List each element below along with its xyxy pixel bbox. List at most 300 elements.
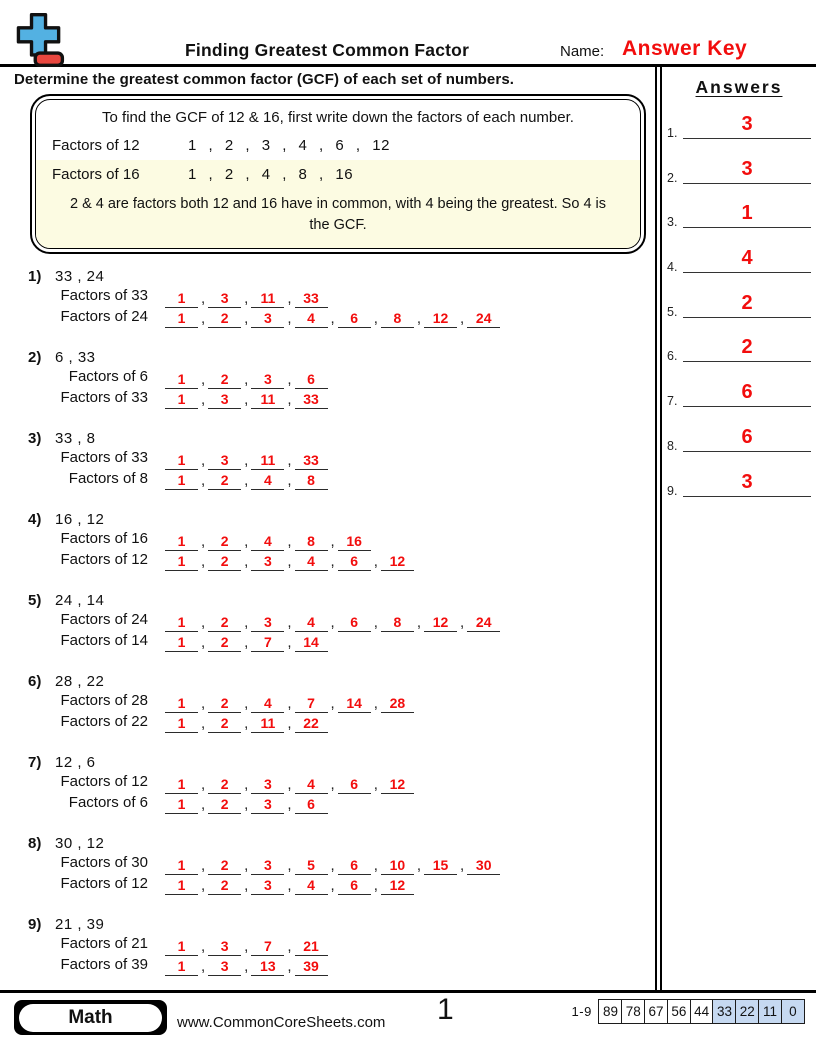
comma: , (244, 391, 249, 408)
factor-value: 12 (432, 310, 449, 326)
factor-blank (295, 310, 328, 328)
factor-blanks (165, 935, 328, 956)
factor-value: 14 (303, 634, 319, 650)
factor-value: 22 (303, 715, 319, 731)
factor-value: 21 (303, 937, 319, 954)
factor-value: 12 (389, 553, 406, 569)
comma: , (460, 856, 465, 874)
factor-line-label: Factors of 39 (60, 955, 148, 973)
comma: , (201, 391, 206, 408)
factor-blank (251, 715, 284, 733)
factor-blank (295, 553, 328, 571)
comma: , (287, 370, 292, 388)
factor-line (28, 368, 655, 389)
comma: , (201, 310, 206, 327)
answer-line (683, 361, 811, 362)
comma: , (330, 310, 335, 327)
comma: , (373, 694, 378, 712)
factor-blank (208, 533, 241, 551)
factor-blank (251, 634, 284, 652)
problem-number: 5) (28, 592, 42, 609)
comma: , (287, 553, 292, 570)
factor-blanks (165, 632, 328, 653)
comma: , (287, 310, 292, 327)
factor-value: 24 (475, 310, 492, 326)
factor-value: 1 (177, 289, 186, 306)
score-range-label: 1-9 (571, 1004, 592, 1019)
factor-value: 1 (177, 877, 186, 893)
factor-blank (165, 310, 198, 328)
content-column (0, 67, 655, 990)
factor-blank (467, 614, 500, 632)
factor-value: 1 (177, 958, 186, 974)
answer-value: 2 (741, 291, 753, 314)
factor-blank (208, 371, 241, 389)
factor-blank (424, 614, 457, 632)
factor-blank (295, 614, 328, 632)
comma: , (330, 877, 335, 894)
answer-row (662, 366, 816, 411)
comma: , (416, 856, 422, 874)
factor-value: 28 (389, 694, 406, 711)
answer-line (683, 496, 811, 497)
score-cell: 89 (598, 999, 622, 1024)
footer (0, 990, 816, 1056)
factor-value: 4 (307, 775, 315, 792)
answers-panel (662, 67, 816, 990)
factor-line (28, 956, 655, 977)
comma: , (460, 310, 465, 327)
comma: , (287, 958, 292, 975)
factor-blank (381, 857, 414, 875)
example-row-label: Factors of 12 (52, 137, 140, 154)
answer-number: 3. (667, 215, 678, 230)
problem (0, 671, 655, 733)
factor-line (28, 794, 655, 815)
factor-blank (208, 958, 241, 976)
factor-value: 6 (350, 613, 359, 630)
factor-blank (251, 533, 284, 551)
factor-blanks (165, 773, 414, 794)
factor-blank (295, 452, 328, 470)
comma: , (201, 451, 206, 469)
comma: , (244, 532, 249, 550)
factor-blank (208, 452, 241, 470)
factor-value: 3 (263, 877, 272, 893)
factor-line-label: Factors of 14 (60, 631, 148, 649)
factor-value: 3 (263, 796, 272, 812)
problem-number: 4) (28, 511, 42, 528)
factor-value: 39 (303, 958, 319, 974)
factor-blank (165, 958, 198, 976)
factor-value: 1 (177, 391, 186, 407)
factor-blank (381, 614, 414, 632)
comma: , (373, 553, 378, 570)
factor-value: 1 (177, 715, 186, 731)
comma: , (330, 553, 335, 570)
comma: , (201, 937, 206, 955)
problem (0, 509, 655, 571)
factor-blank (208, 634, 241, 652)
factor-blank (381, 553, 414, 571)
comma: , (244, 553, 249, 570)
answer-number: 2. (667, 170, 678, 185)
factor-blanks (165, 530, 371, 551)
comma: , (287, 937, 292, 955)
answer-number: 7. (667, 394, 678, 409)
factor-value: 1 (177, 451, 186, 468)
factor-blank (165, 857, 198, 875)
factor-value: 7 (263, 937, 272, 954)
score-cell: 0 (781, 999, 805, 1024)
answer-row (662, 232, 816, 277)
comma: , (287, 472, 292, 489)
comma: , (201, 877, 206, 894)
factor-value: 2 (220, 715, 229, 731)
factor-blank (251, 958, 284, 976)
factor-value: 6 (350, 310, 359, 326)
answer-line (683, 183, 811, 184)
example-explanation: 2 & 4 are factors both 12 and 16 have in common, with 4 being the greatest. So 4 is the GCF. (36, 189, 640, 248)
answer-line (683, 272, 811, 273)
factor-blank (251, 857, 284, 875)
comma: , (201, 472, 206, 489)
factor-line (28, 470, 655, 491)
factor-line-label: Factors of 22 (60, 712, 148, 730)
factor-value: 33 (303, 391, 319, 407)
factor-blanks (165, 368, 328, 389)
comma: , (244, 310, 249, 327)
factor-blank (208, 553, 241, 571)
factor-blank (295, 290, 328, 308)
factor-blanks (165, 551, 414, 572)
factor-line (28, 308, 655, 329)
factor-value: 6 (350, 877, 359, 893)
factor-line-label: Factors of 8 (68, 469, 148, 487)
score-grid (572, 999, 805, 1024)
factor-line-label: Factors of 33 (60, 287, 148, 304)
factor-blank (208, 310, 241, 328)
comma: , (201, 370, 206, 388)
answer-value: 6 (741, 425, 753, 448)
factor-blank (208, 290, 241, 308)
factor-value: 3 (220, 451, 229, 468)
score-cell: 44 (690, 999, 714, 1024)
comma: , (201, 796, 206, 813)
factor-blank (165, 776, 198, 794)
factor-blank (165, 290, 198, 308)
comma: , (287, 613, 292, 631)
factor-value: 6 (350, 856, 359, 873)
math-badge (14, 1000, 167, 1035)
factor-blank (295, 695, 328, 713)
vertical-divider (655, 67, 662, 990)
example-intro: To find the GCF of 12 & 16, first write down the factors of each number. (102, 109, 574, 126)
answer-number: 8. (667, 438, 678, 453)
factor-value: 2 (220, 877, 229, 893)
factor-value: 1 (177, 937, 186, 954)
factor-blanks (165, 713, 328, 734)
factor-value: 2 (220, 775, 229, 792)
factor-blank (295, 958, 328, 976)
factor-blank (208, 796, 241, 814)
factor-value: 4 (307, 310, 315, 326)
factor-line (28, 692, 655, 713)
problem-pair: 30 , 12 (55, 835, 105, 852)
factor-value: 2 (220, 613, 229, 630)
factor-blank (467, 857, 500, 875)
factor-line (28, 449, 655, 470)
factor-blank (338, 553, 371, 571)
factor-blank (165, 452, 198, 470)
comma: , (373, 775, 378, 793)
factor-value: 2 (220, 310, 229, 326)
comma: , (201, 775, 206, 793)
factor-blank (251, 695, 284, 713)
factor-blanks (165, 854, 500, 875)
comma: , (287, 532, 292, 550)
factor-blank (165, 715, 198, 733)
problem-number: 9) (28, 916, 42, 933)
example-row (36, 131, 640, 160)
factor-blank (381, 776, 414, 794)
comma: , (287, 796, 292, 813)
comma: , (244, 856, 249, 874)
factor-blanks (165, 794, 328, 815)
factor-blank (251, 796, 284, 814)
factor-value: 4 (263, 532, 272, 549)
page-title: Finding Greatest Common Factor (185, 40, 470, 60)
factor-blank (381, 877, 414, 895)
factor-blank (165, 614, 198, 632)
factor-blank (165, 371, 198, 389)
factor-value: 8 (307, 472, 315, 488)
factor-value: 6 (307, 370, 315, 387)
comma: , (244, 289, 249, 307)
factor-value: 6 (350, 553, 359, 569)
factor-blank (165, 533, 198, 551)
factor-value: 12 (389, 775, 406, 792)
factor-blanks (165, 287, 328, 308)
factor-line-label: Factors of 24 (60, 611, 148, 628)
factor-blank (295, 715, 328, 733)
answer-value: 3 (741, 113, 753, 135)
factor-value: 1 (177, 532, 186, 549)
factor-value: 3 (220, 937, 229, 954)
problem-head (28, 347, 655, 368)
factor-blanks (165, 692, 414, 713)
comma: , (287, 694, 292, 712)
comma: , (287, 391, 292, 408)
factor-blanks (165, 308, 500, 329)
problem-pair: 33 , 8 (55, 430, 96, 447)
factor-value: 2 (220, 532, 229, 549)
comma: , (416, 613, 422, 631)
comma: , (244, 796, 249, 813)
factor-blank (338, 614, 371, 632)
factor-value: 6 (307, 796, 315, 812)
example-row-label: Factors of 16 (52, 166, 140, 183)
factor-line-label: Factors of 6 (68, 793, 148, 811)
comma: , (244, 877, 249, 894)
problem-pair: 12 , 6 (55, 754, 96, 771)
score-cell: 67 (644, 999, 668, 1024)
factor-value: 2 (220, 472, 229, 488)
answer-number: 1. (667, 126, 678, 140)
factor-blank (295, 877, 328, 895)
factor-blank (165, 938, 198, 956)
comma: , (201, 289, 206, 307)
factor-blank (251, 553, 284, 571)
factor-line-label: Factors of 33 (60, 388, 148, 406)
comma: , (373, 877, 378, 894)
factor-line (28, 611, 655, 632)
factor-blank (165, 553, 198, 571)
factor-value: 4 (307, 553, 315, 569)
comma: , (373, 310, 378, 327)
comma: , (287, 451, 292, 469)
answer-value: 6 (741, 381, 753, 404)
factor-line-label: Factors of 33 (60, 449, 148, 466)
factor-value: 3 (220, 391, 229, 407)
factor-value: 11 (260, 289, 276, 306)
factor-blank (295, 371, 328, 389)
factor-value: 24 (475, 613, 492, 630)
factor-line-label: Factors of 28 (60, 692, 148, 709)
factor-blanks (165, 449, 328, 470)
answer-number: 5. (667, 304, 678, 319)
factor-value: 15 (432, 856, 449, 873)
example-row (36, 160, 640, 189)
factor-value: 8 (393, 613, 402, 630)
factor-blank (338, 877, 371, 895)
score-cell: 22 (735, 999, 759, 1024)
comma: , (330, 613, 335, 631)
factor-value: 30 (475, 856, 492, 873)
factor-line (28, 935, 655, 956)
factor-value: 1 (177, 370, 186, 387)
factor-blank (295, 634, 328, 652)
problem (0, 590, 655, 652)
factor-value: 3 (263, 613, 272, 630)
answer-number: 4. (667, 260, 678, 275)
answer-row (662, 103, 816, 143)
factor-value: 2 (220, 370, 229, 387)
comma: , (201, 613, 206, 631)
factor-blank (165, 695, 198, 713)
factor-line-label: Factors of 21 (60, 935, 148, 952)
example-box (30, 94, 646, 254)
factor-blank (251, 877, 284, 895)
factor-value: 1 (177, 694, 186, 711)
answer-value: 4 (741, 247, 753, 270)
plus-minus-logo-icon (13, 11, 65, 74)
comma: , (330, 856, 335, 874)
factor-value: 1 (177, 796, 186, 812)
answer-row (662, 456, 816, 501)
factor-value: 2 (220, 856, 229, 873)
problem-number: 6) (28, 673, 42, 690)
comma: , (244, 634, 249, 651)
factor-blank (251, 391, 284, 409)
factor-blank (208, 715, 241, 733)
factor-value: 3 (263, 310, 272, 326)
factor-blank (251, 614, 284, 632)
factor-line (28, 551, 655, 572)
answer-value: 1 (741, 202, 753, 225)
answer-value: 2 (741, 336, 753, 359)
factor-value: 10 (389, 856, 406, 873)
factor-line (28, 632, 655, 653)
factor-blank (295, 472, 328, 490)
factor-line-label: Factors of 12 (60, 773, 148, 790)
answer-row (662, 188, 816, 233)
factor-blank (251, 290, 284, 308)
factor-value: 7 (263, 634, 272, 650)
comma: , (416, 310, 422, 327)
factor-value: 33 (303, 289, 319, 306)
problem-head (28, 914, 655, 935)
factor-line (28, 773, 655, 794)
problem-number: 2) (28, 349, 42, 366)
factor-line-label: Factors of 30 (60, 854, 148, 871)
comma: , (287, 877, 292, 894)
main-area (0, 67, 816, 990)
factor-blank (251, 472, 284, 490)
factor-blank (165, 391, 198, 409)
factor-blank (424, 857, 457, 875)
factor-value: 3 (220, 289, 229, 306)
comma: , (201, 856, 206, 874)
comma: , (330, 532, 335, 550)
factor-blank (208, 614, 241, 632)
comma: , (287, 634, 292, 651)
comma: , (244, 715, 249, 732)
page-number: 1 (437, 993, 454, 1026)
comma: , (201, 553, 206, 570)
comma: , (287, 715, 292, 732)
answer-number: 6. (667, 349, 678, 364)
problem-pair: 16 , 12 (55, 511, 105, 528)
comma: , (287, 775, 292, 793)
problem-pair: 21 , 39 (55, 916, 105, 933)
factor-blank (165, 634, 198, 652)
factor-blank (295, 391, 328, 409)
problems-list (0, 266, 655, 976)
answer-line (683, 406, 811, 407)
factor-value: 4 (263, 694, 272, 711)
factor-value: 3 (263, 856, 272, 873)
factor-blanks (165, 389, 328, 410)
comma: , (201, 958, 206, 975)
comma: , (460, 613, 465, 631)
factor-blank (295, 938, 328, 956)
factor-value: 14 (346, 694, 362, 711)
factor-blank (381, 695, 414, 713)
comma: , (201, 694, 206, 712)
factor-blank (338, 310, 371, 328)
example-row-factors: 1 , 2 , 3 , 4 , 6 , 12 (188, 137, 390, 154)
factor-value: 7 (307, 694, 315, 711)
factor-line-label: Factors of 24 (60, 307, 148, 325)
factor-value: 1 (177, 856, 186, 873)
comma: , (244, 937, 249, 955)
factor-value: 6 (350, 775, 359, 792)
comma: , (373, 613, 378, 631)
problem-pair: 28 , 22 (55, 673, 105, 690)
factor-value: 12 (432, 613, 449, 630)
comma: , (287, 856, 292, 874)
